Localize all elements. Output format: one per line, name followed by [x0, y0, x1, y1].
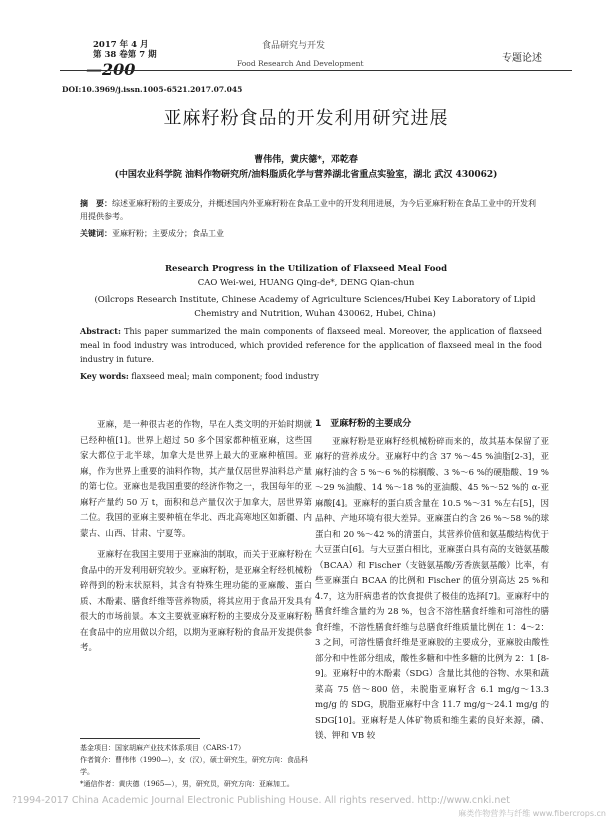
page-number: —200 — [86, 60, 136, 79]
column-tag: 专题论述 — [502, 53, 542, 64]
volume-issue: 第 38 卷第 7 期 — [93, 50, 157, 60]
watermark: 麻类作物营养与纤维 www.fibercrops.cn — [458, 809, 606, 818]
authors-cn: 曹伟伟，黄庆德*，邓乾春 — [254, 155, 358, 165]
doi: DOI:10.3969/j.issn.1005-6521.2017.07.045 — [62, 85, 243, 94]
keywords-cn-label: 关键词： — [80, 228, 112, 238]
abstract-en-label: Abstract: — [80, 326, 121, 336]
keywords-en-label: Key words: — [80, 371, 129, 381]
keywords-cn — [80, 228, 542, 239]
footnote-fund: 基金项目：国家胡麻产业技术体系项目（CARS-17） — [80, 744, 246, 752]
body-paragraph: 亚麻籽在我国主要用于亚麻油的制取，而关于亚麻籽粉在食品中的开发利用研究较少。亚麻籽粉，是亚麻全籽经机械粉碎得到的粉末状原料，其含有特殊生理功能的亚麻酸、蛋白质、木酚素、膳食纤维等营养物质，将其应用于食品开发具有很大的市场前景。本文主要就亚麻籽粉的主要成分及亚麻籽粉在食品中的应用做以介绍，以期为亚麻籽粉的食品开发提供参考。 — [80, 550, 312, 653]
footnote-rule — [80, 738, 200, 739]
journal-name-en: Food Research And Development — [237, 59, 364, 68]
body-paragraph: 亚麻籽粉是亚麻籽经机械粉碎而来的，故其基本保留了亚麻籽的营养成分。亚麻籽中约含 37 %～45 %油脂[2-3]，亚麻籽油约含 5 %～6 %的棕榈酸、3 %～6 %的硬脂酸、19 %～29 %油酸、14 %～18 %的亚油酸、45 %～52 %的 α-亚麻酸[4]。亚麻籽的蛋白质含量在 10.5 %～31 %左右[5]，因品种、产地环境有很大差异。亚麻蛋白约含 26 %～58 %的球蛋白和 20 %～42 %的清蛋白，其营养价值和氨基酸结构优于大豆蛋白[6]。与大豆蛋白相比，亚麻蛋白具有高的支链氨基酸（BCAA）和 Fischer（支链氨基酸/芳香族氨基酸）比率，有些亚麻蛋白 BCAA 的比例和 Fischer 的值分别高达 25 %和 4.7，这为肝病患者的饮食提供了极佳的选择[7]。亚麻籽中的膳食纤维含量约为 28 %，包含不溶性膳食纤维和可溶性的膳食纤维，不溶性膳食纤维与总膳食纤维质量比例在 1：4～2：3 之间，可溶性膳食纤维是亚麻胶的主要成分，亚麻胶由酸性部分和中性部分组成，酸性多糖和中性多糖的比例为 2：1 [8-9]。亚麻籽中的木酚素（SDG）含量比其他的谷物、水果和蔬菜高 75 倍～800 倍，未脱脂亚麻籽含 6.1 mg/g～13.3 mg/g 的 SDG，脱脂亚麻籽中含 11.7 mg/g～24.1 mg/g 的 SDG[10]。亚麻籽是人体矿物质和维生素的良好来源，磷、镁、钾和 VB 较 — [315, 436, 549, 741]
journal-name-cn: 食品研究与开发 — [262, 41, 326, 51]
keywords-en-text: flaxseed meal; main component; food industry — [131, 372, 319, 381]
abstract-cn-text: 综述亚麻籽粉的主要成分，并概述国内外亚麻籽粉在食品工业中的开发利用进展，为今后亚麻籽粉在食品工业中的开发利用提供参考。 — [80, 199, 536, 221]
body-paragraph: 亚麻，是一种很古老的作物，早在人类文明的开始时期就已经种植[1]。世界上超过 50 多个国家都种植亚麻，这些国家大都位于北半球，加拿大是世界上最大的亚麻种植国。亚麻，作为世界上重要的油料作物，其产量仅居世界油料总产量的第七位。亚麻也是我国重要的经济作物之一，我国每年的亚麻籽产量约 50 万 t，面积和总产量仅次于加拿大，居世界第二位。我国的亚麻主要种植在华北、西北高寒地区如新疆、内蒙古、山西、甘肃、宁夏等。 — [80, 420, 312, 539]
abstract-en-text: This paper summarized the main components of flaxseed meal. Moreover, the application of flaxseed meal in food industry was introduced, which provided reference for the application of flaxseed meal in the food industry in future. — [80, 327, 543, 364]
authors-en: CAO Wei-wei, HUANG Qing-de*, DENG Qian-chun — [197, 278, 415, 288]
copyright-bar: ?1994-2017 China Academic Journal Electronic Publishing House. All rights reserved. http://www.cnki.net — [12, 795, 510, 806]
section-heading: 1 亚麻籽粉的主要成分 — [315, 419, 412, 429]
issue-info — [93, 40, 157, 60]
affiliation-cn: (中国农业科学院 油料作物研究所/油料脂质化学与营养湖北省重点实验室，湖北 武汉 430062) — [114, 170, 498, 180]
year-issue: 2017 年 4 月 — [93, 40, 149, 50]
footnote-author: 作者简介：曹伟伟（1990—），女（汉），硕士研究生，研究方向：食品科学。 — [80, 756, 308, 776]
title-cn: 亚麻籽粉食品的开发利用研究进展 — [163, 108, 449, 129]
footnotes — [80, 742, 312, 790]
footnote-corresponding: *通信作者：黄庆德（1965—），男，研究员，研究方向：亚麻加工。 — [80, 780, 294, 788]
title-en: Research Progress in the Utilization of Flaxseed Meal Food — [164, 264, 448, 274]
body-right-column — [315, 417, 549, 751]
keywords-en — [80, 371, 542, 381]
abstract-cn-label: 摘 要： — [80, 198, 112, 208]
abstract-en — [80, 324, 542, 367]
body-left-column — [80, 418, 312, 663]
abstract-cn — [80, 197, 542, 223]
affiliation-en: (Oilcrops Research Institute, Chinese Academy of Agriculture Sciences/Hubei Key Laboratory of Lipid Chemistry and Nutrition, Wuhan 430062, Hubei, China) — [94, 295, 536, 319]
keywords-cn-text: 亚麻籽粉；主要成分；食品工业 — [112, 229, 224, 238]
header-rule — [60, 70, 572, 71]
